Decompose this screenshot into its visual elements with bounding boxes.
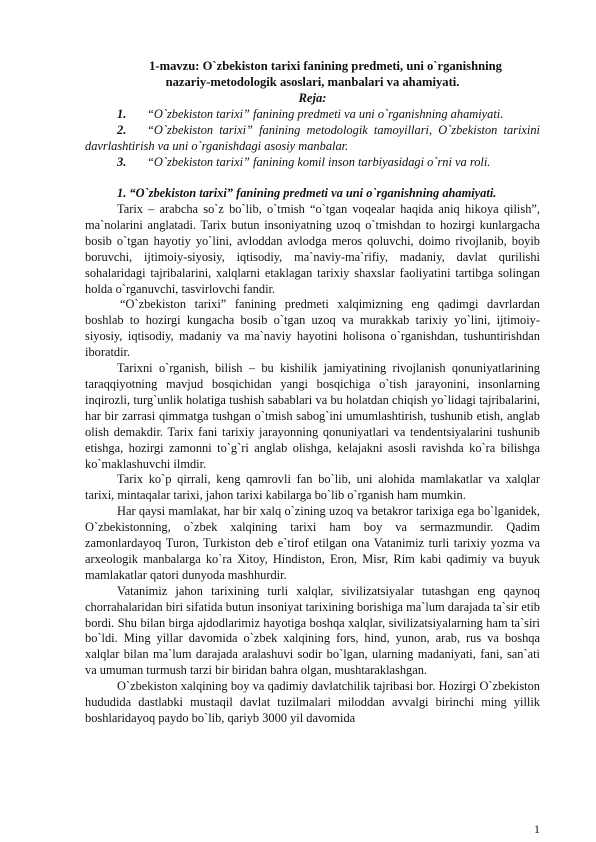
topic-title — [85, 58, 540, 90]
body-text — [85, 202, 540, 727]
plan-item — [85, 123, 540, 155]
plan-item — [85, 107, 540, 123]
paragraph: Vatanimiz jahon tarixining turli xalqlar, sivilizatsiyalar tutashgan eng qaynoq chorrahalaridan biri sifatida butun insoniyat tarixining borishiga ma`lum darajada ta`sir etib bordi. Shu bilan birga ajdodlarimiz hayotiga boshqa xalqlar, sivilizatsiyalarning ham ta`siri bo`ldi. Ming yillar davomida o`zbek xalqining fors, hind, yunon, arab, rus va boshqa xalqlar bilan ma`lum darajada aralashuvi sodir bo`lgan, ularning madaniyati, fani, san`ati va umuman turmush tarzi bir biridan bahra olgan, mushtaraklashgan. — [85, 583, 540, 678]
plan-item-number: 3. — [117, 154, 127, 169]
paragraph: Tarixni o`rganish, bilish – bu kishilik jamiyatining rivojlanish qonuniyatlarining taraqqiyotning mavjud bosqichidan yangi bosqichiga o`tish jarayonini, insonlarning inqirozli, turg`unlik holatiga tushish sabablari va bu holatdan chiqish yo`lidagi tajribalarini, har bir zarrasi qimmatga tushgan o`tmish sabog`ini umumlashtirish, tushunib etish, anglab olish demakdir. Tarix fani tarixiy jarayonning qonuniyatlari va tendentsiyalarini tushunib etishga, hozirgi zamonni to`g`ri anglab olishga, kelajakni asosli ravishda ko`ra bilishga ko`maklashuvchi ilmdir. — [85, 361, 540, 471]
paragraph: Har qaysi mamlakat, har bir xalq o`zining uzoq va betakror tarixiga ega bo`lganidek, O`zbekistonning, o`zbek xalqining tarixi ham boy va sermazmundir. Qadim zamonlardayoq Turon, Turkiston deb e`tirof etilgan ona Vatanimiz turli tarixiy yozma va arxeologik manbalarga ko`ra Xitoy, Hindiston, Eron, Misr, Rim kabi qadimiy va buyuk mamlakatlar qatori dunyoda mashhurdir. — [85, 504, 540, 582]
plan-item-number: 1. — [117, 107, 127, 121]
section-heading: 1. “O`zbekiston tarixi” fanining predmeti va uni o`rganishning ahamiyati. — [117, 186, 497, 200]
plan-item-text: “O`zbekiston tarixi” fanining komil inson tarbiyasidagi o`rni va roli. — [147, 154, 491, 169]
paragraph: Tarix – arabcha so`z bo`lib, o`tmish “o`tgan voqealar haqida aniq hikoya qilish”, ma`nolarini anglatadi. Tarix butun insoniyatning uzoq o`tmishdan to hozirgi kunlargacha bosib o`tgan hayotiy yo`lini, avloddan avlodga meros qoluvchi, doimo rivojlanib, boyib boruvchi, ijtimoiy-siyosiy, iqtisodiy, ma`naviy-ma`rifiy, madaniy, davlat qurilishi sohalaridagi tajribalarini, xalqlarni etaklagan tarixiy shaxslar faoliyatini tartibga solingan holda o`rganuvchi, tasvirlovchi fandir. — [85, 202, 540, 296]
plan-item-number: 2. — [117, 122, 127, 137]
paragraph: Tarix ko`p qirrali, keng qamrovli fan bo`lib, uni alohida mamlakatlar va xalqlar tarixi, mintaqalar tarixi, jahon tarixi kabilarga bo`lib o`rganish ham mumkin. — [85, 472, 540, 503]
paragraph: O`zbekiston xalqining boy va qadimiy davlatchilik tajribasi bor. Hozirgi O`zbekiston hududida dastlabki mustaqil davlat tuzilmalari miloddan avvalgi birinchi ming yillik boshlaridayoq paydo bo`lib, qariyb 3000 yil davomida — [85, 679, 540, 725]
plan-list — [85, 107, 540, 171]
plan-item — [85, 155, 540, 171]
paragraph: “O`zbekiston tarixi” fanining predmeti xalqimizning eng qadimgi davrlardan boshlab to hozirgi kungacha bosib o`tgan uzoq va murakkab tarixiy yo`lini, ijtimoiy-siyosiy, iqtisodiy, madaniy va ma`naviy hayotini holisona o`rganishdan, tushuntirishdan iboratdir. — [85, 297, 540, 360]
title-line-2: nazariy-metodologik asoslari, manbalari va ahamiyati. — [165, 75, 460, 89]
plan-item-text: “O`zbekiston tarixi” fanining predmeti va uni o`rganishning ahamiyati. — [147, 107, 504, 121]
page-number: 1 — [534, 822, 540, 836]
plan-heading: Reja: — [298, 91, 327, 105]
plan-item-text: “O`zbekiston tarixi” fanining metodologik tamoyillari, O`zbekiston tarixini davrlashtirish va uni o`rganishdagi asosiy manbalar. — [85, 122, 540, 153]
title-line-1: 1-mavzu: O`zbekiston tarixi fanining predmeti, uni o`rganishning — [149, 59, 502, 73]
